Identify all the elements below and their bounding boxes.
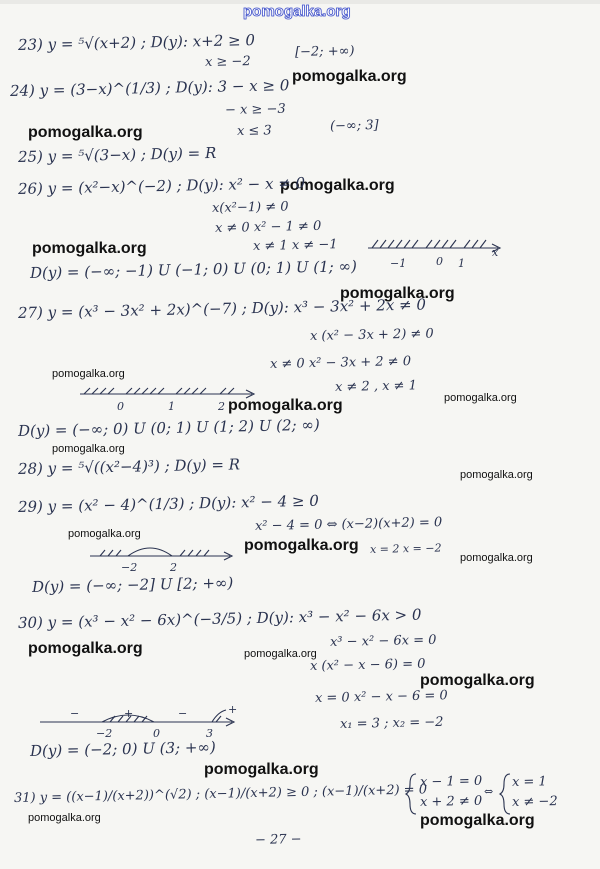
axis-label: −2 xyxy=(96,727,113,740)
solution-line: x − 1 = 0 xyxy=(419,773,483,790)
axis-label: 2 xyxy=(170,561,177,574)
watermark: pomogalka.org xyxy=(460,469,533,481)
axis-label: −1 xyxy=(390,257,407,270)
axis-label: 0 xyxy=(117,400,124,413)
watermark: pomogalka.org xyxy=(204,761,319,778)
solution-line: x (x² − x − 6) = 0 xyxy=(309,656,426,674)
solution-line: x₁ = 3 ; x₂ = −2 xyxy=(339,714,444,732)
watermark: pomogalka.org xyxy=(244,648,317,660)
page-number: − 27 − xyxy=(254,832,302,848)
solution-line: D(y) = (−∞; 0) U (0; 1) U (1; 2) U (2; ∞) xyxy=(17,415,320,440)
axis-label: 1 xyxy=(458,257,465,270)
solution-line: − x ≥ −3 xyxy=(224,101,286,118)
solution-line: x(x²−1) ≠ 0 xyxy=(211,199,289,216)
sign-label: + xyxy=(228,703,238,716)
solution-line: 23) y = ⁵√(x+2) ; D(y): x+2 ≥ 0 xyxy=(17,31,256,54)
solution-line: x = 1 xyxy=(511,774,547,790)
solution-line: x ≥ −2 xyxy=(204,54,251,70)
sign-label: − xyxy=(70,707,80,720)
solution-line: 29) y = (x² − 4)^(1/3) ; D(y): x² − 4 ≥ 0 xyxy=(17,491,320,516)
axis-label: 3 xyxy=(206,727,213,740)
watermark: pomogalka.org xyxy=(28,812,101,824)
axis-label: 0 xyxy=(436,255,443,268)
solution-line: D(y) = (−∞; −1) U (−1; 0) U (0; 1) U (1; ∞) xyxy=(29,257,358,282)
axis-label: 1 xyxy=(168,400,175,413)
watermark: pomogalka.org xyxy=(32,240,147,257)
watermark: pomogalka.org xyxy=(28,124,143,141)
solution-line: (−∞; 3] xyxy=(329,117,379,134)
sign-label: − xyxy=(178,707,188,720)
watermark: pomogalka.org xyxy=(292,68,407,85)
system-brace xyxy=(406,772,418,816)
watermark: pomogalka.org xyxy=(244,537,359,554)
watermark: pomogalka.org xyxy=(68,528,141,540)
solution-line: 30) y = (x³ − x² − 6x)^(−3/5) ; D(y): x³ − x² − 6x > 0 xyxy=(17,605,422,632)
solution-line: x² − 4 = 0 ⇔ (x−2)(x+2) = 0 xyxy=(254,515,443,534)
watermark: pomogalka.org xyxy=(420,812,535,829)
solution-line: x + 2 ≠ 0 xyxy=(419,793,483,810)
axis-label: 2 xyxy=(218,400,225,413)
solution-line: 27) y = (x³ − 3x² + 2x)^(−7) ; D(y): x³ − 3x² + 2x ≠ 0 xyxy=(17,295,427,322)
solution-line: x ≠ 0 x² − 3x + 2 ≠ 0 xyxy=(269,354,412,372)
watermark: pomogalka.org xyxy=(228,397,343,414)
solution-line: 26) y = (x²−x)^(−2) ; D(y): x² − x ≠ 0 xyxy=(17,173,306,198)
solution-line: D(y) = (−2; 0) U (3; +∞) xyxy=(29,738,216,760)
solution-line: x ≠ −2 xyxy=(511,794,558,810)
solution-line: x ≠ 0 x² − 1 ≠ 0 xyxy=(214,218,322,236)
watermark: pomogalka.org xyxy=(340,285,455,302)
header-watermark: pomogalka.org xyxy=(243,3,351,20)
solution-line: x³ − x² − 6x = 0 xyxy=(329,632,437,650)
solution-line: x ≠ 2 , x ≠ 1 xyxy=(334,378,418,395)
solution-line: 31) y = ((x−1)/(x+2))^(√2) ; (x−1)/(x+2) ≥ 0 ; (x−1)/(x+2) = 0 xyxy=(13,782,428,806)
solution-line: 28) y = ⁵√((x²−4)³) ; D(y) = R xyxy=(17,455,241,478)
watermark: pomogalka.org xyxy=(52,368,125,380)
solution-line: 24) y = (3−x)^(1/3) ; D(y): 3 − x ≥ 0 xyxy=(9,76,290,100)
solution-line: x ≤ 3 xyxy=(236,123,272,139)
solution-line: x = 2 x = −2 xyxy=(369,541,442,556)
solution-line: x = 0 x² − x − 6 = 0 xyxy=(314,688,448,706)
solution-line: x ≠ 1 x ≠ −1 xyxy=(252,237,338,254)
sign-label: + xyxy=(124,707,134,720)
watermark: pomogalka.org xyxy=(444,392,517,404)
solution-line: D(y) = (−∞; −2] U [2; +∞) xyxy=(31,573,234,596)
axis-label: −2 xyxy=(121,561,138,574)
number-line-29 xyxy=(90,538,240,568)
system-brace xyxy=(500,772,512,816)
watermark: pomogalka.org xyxy=(28,640,143,657)
watermark: pomogalka.org xyxy=(280,177,395,194)
solution-line: ⇔ xyxy=(484,785,494,798)
watermark: pomogalka.org xyxy=(52,443,125,455)
axis-label: 0 xyxy=(153,727,160,740)
watermark: pomogalka.org xyxy=(460,552,533,564)
solution-line: 25) y = ⁵√(3−x) ; D(y) = R xyxy=(17,143,217,166)
axis-label: x xyxy=(492,246,499,259)
solution-line: [−2; +∞) xyxy=(294,43,355,60)
watermark: pomogalka.org xyxy=(420,672,535,689)
solution-line: x (x² − 3x + 2) ≠ 0 xyxy=(309,326,434,344)
